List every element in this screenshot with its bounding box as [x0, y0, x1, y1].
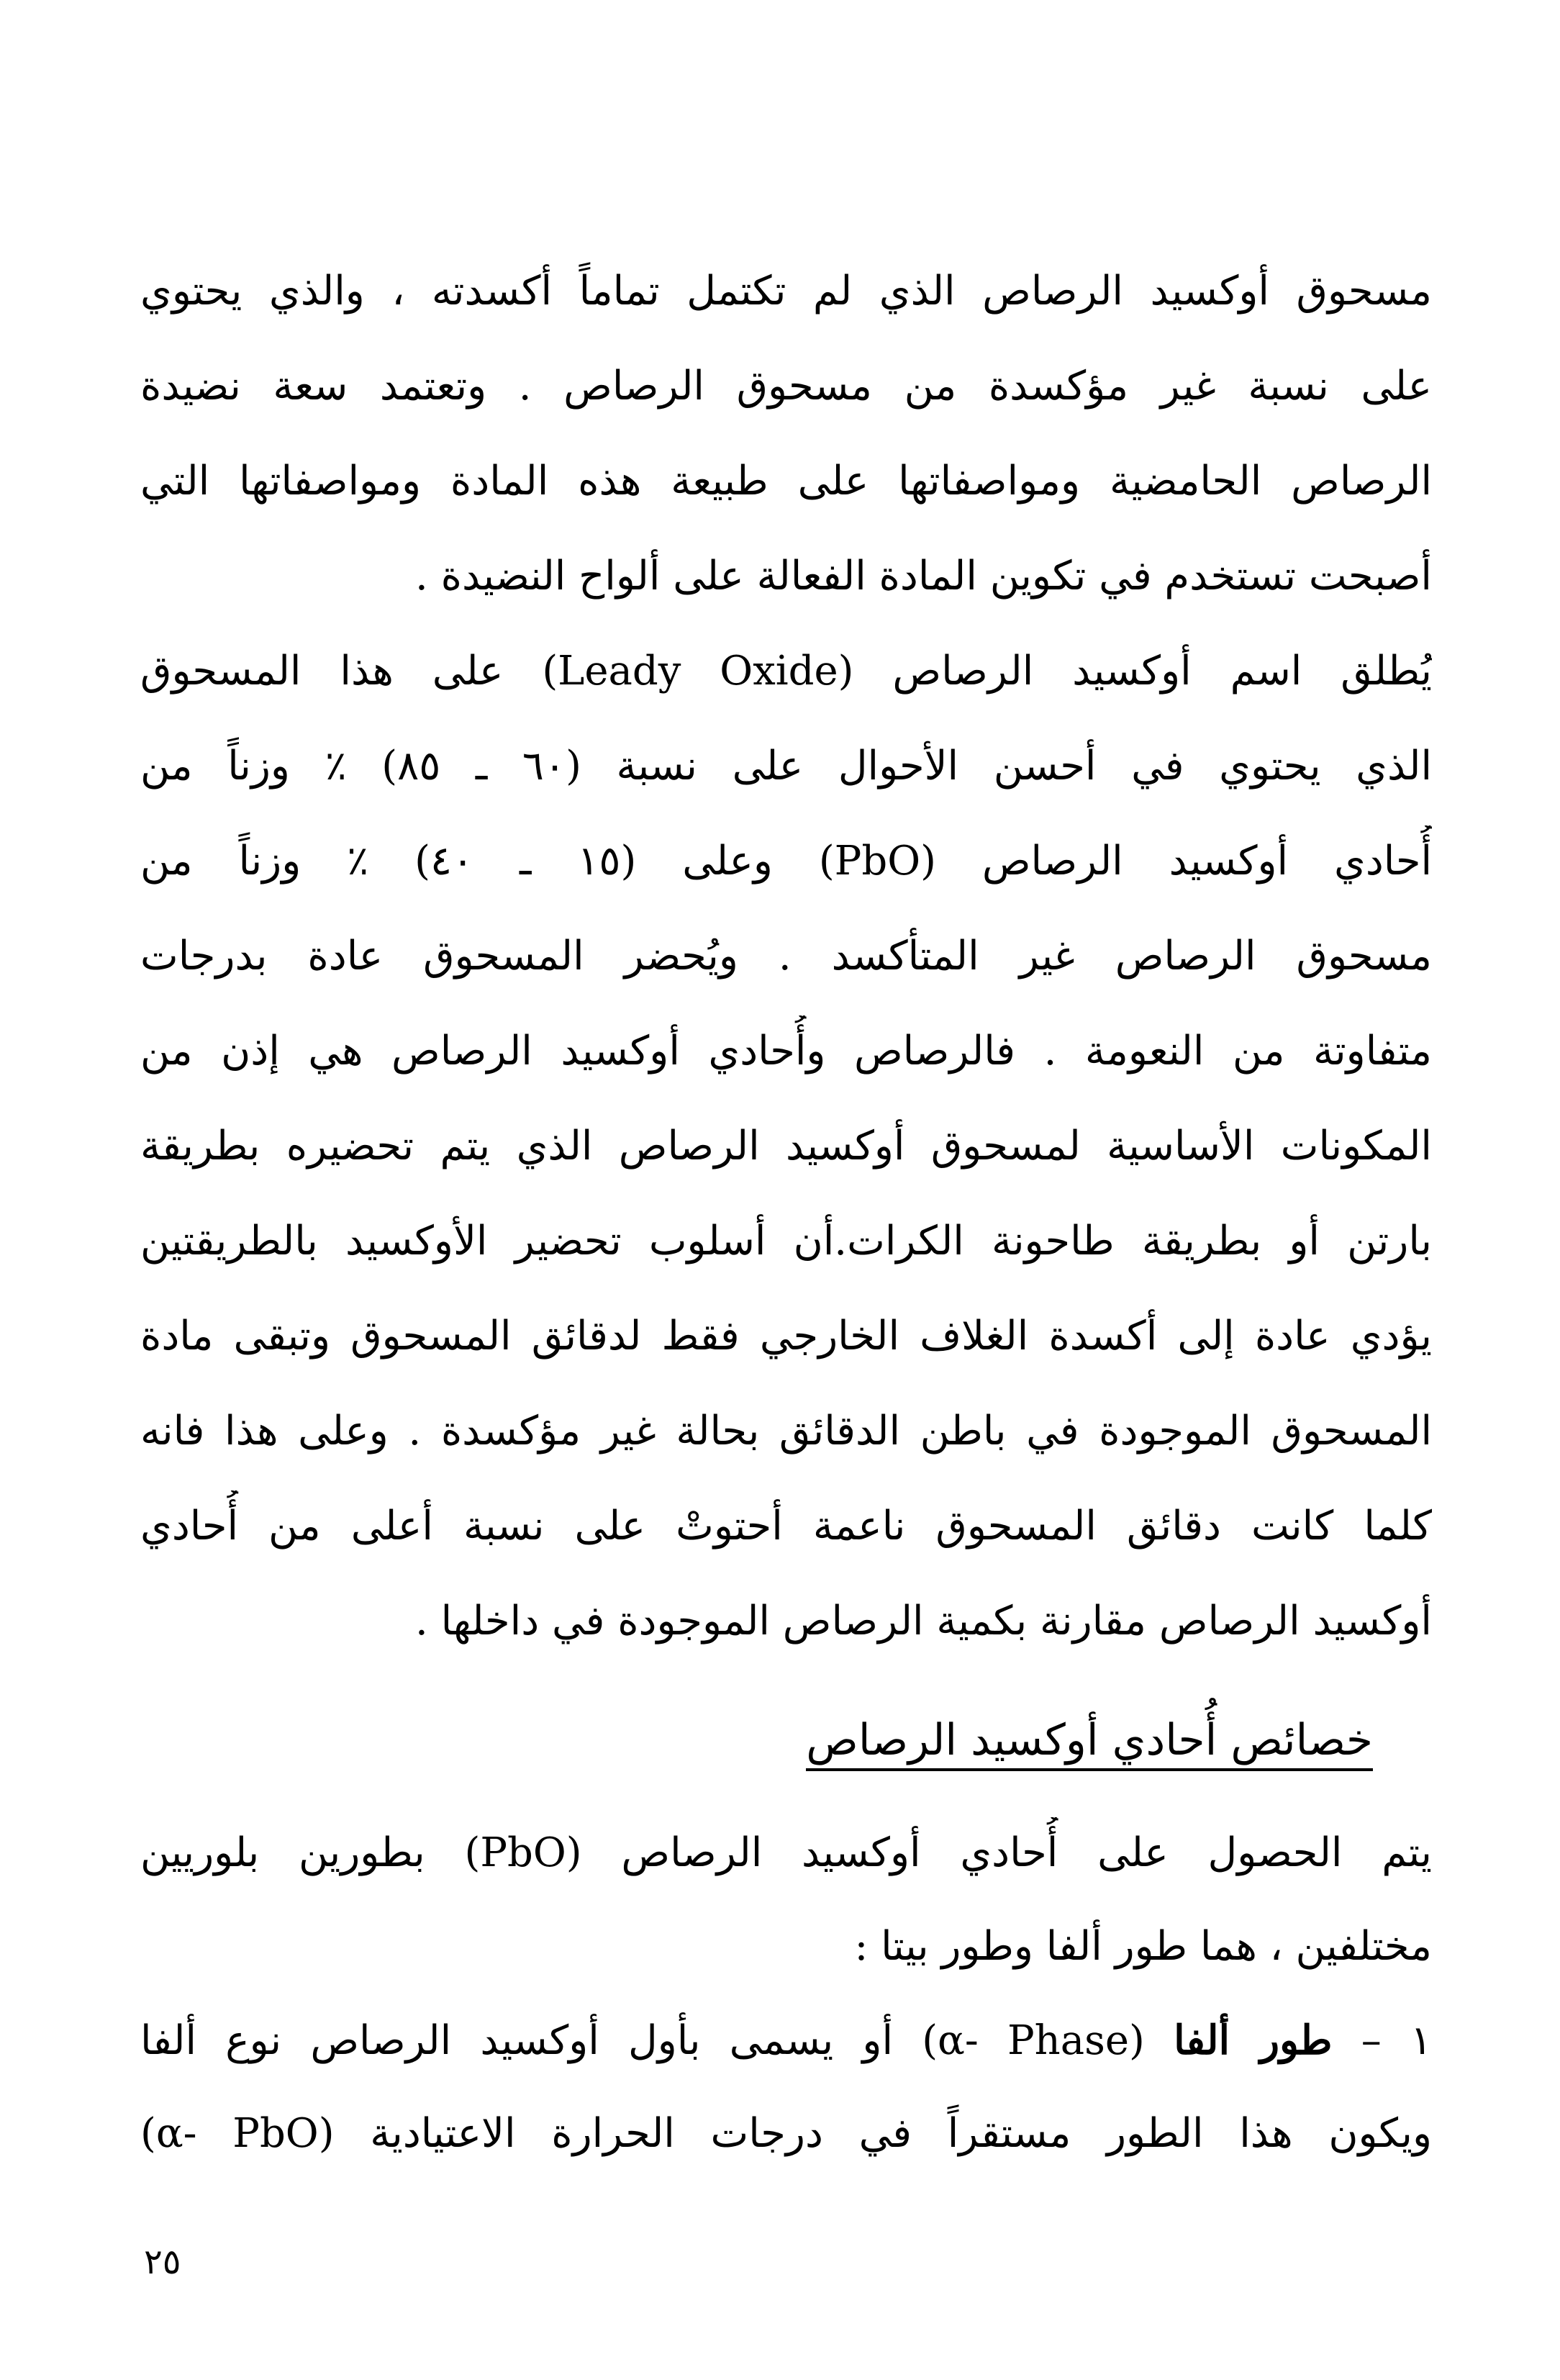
list-item-1 [140, 2004, 1432, 2076]
paragraph-line: مختلفين ، هما طور ألفا وطور بيتا : [854, 1923, 1432, 1970]
section-heading-text: خصائص أُحادي أوكسيد الرصاص [806, 1715, 1373, 1771]
paragraph-line: (α- PbO) ويكون هذا الطور مستقراً في درجات الحرارة الاعتيادية [140, 2110, 1432, 2157]
paragraph-line: مسحوق أوكسيد الرصاص الذي لم تكتمل تماماً أكسدته ، والذي يحتوي [140, 268, 1432, 315]
paragraph-line: أُحادي أوكسيد الرصاص (PbO) وعلى (١٥ ـ ٤٠) ٪ وزناً من [140, 838, 1432, 884]
list-item-text: (α- Phase) أو يسمى بأول أوكسيد الرصاص نوع ألفا [140, 2017, 1145, 2064]
page-number: ٢٥ [144, 2242, 181, 2282]
paragraph-line: بارتن أو بطريقة طاحونة الكرات.أن أسلوب تحضير الأوكسيد بالطريقتين [140, 1218, 1432, 1264]
paragraph-line: المكونات الأساسية لمسحوق أوكسيد الرصاص الذي يتم تحضيره بطريقة [140, 1123, 1432, 1169]
paragraph-line: متفاوتة من النعومة . فالرصاص وأُحادي أوكسيد الرصاص هي إذن من [140, 1028, 1432, 1074]
paragraph-line: يُطلق اسم أوكسيد الرصاص (Leady Oxide) على هذا المسحوق [140, 648, 1432, 694]
section-heading [806, 1704, 1373, 1776]
paragraph-line: يتم الحصول على أُحادي أوكسيد الرصاص (PbO) بطورين بلوريين [140, 1829, 1432, 1876]
paragraph-line: الرصاص الحامضية ومواصفاتها على طبيعة هذه المادة ومواصفاتها التي [140, 458, 1432, 504]
paragraph-line: كلما كانت دقائق المسحوق ناعمة أحتوتْ على نسبة أعلى من أُحادي [140, 1503, 1432, 1549]
paragraph-line: أوكسيد الرصاص مقارنة بكمية الرصاص الموجودة في داخلها . [415, 1598, 1432, 1644]
paragraph-line: المسحوق الموجودة في باطن الدقائق بحالة غير مؤكسدة . وعلى هذا فانه [140, 1408, 1432, 1454]
paragraph-line: الذي يحتوي في أحسن الأحوال على نسبة (٦٠ ـ ٨٥) ٪ وزناً من [140, 743, 1432, 789]
paragraph-line: على نسبة غير مؤكسدة من مسحوق الرصاص . وتعتمد سعة نضيدة [140, 363, 1432, 410]
paragraph-line: مسحوق الرصاص غير المتأكسد . ويُحضر المسحوق عادة بدرجات [140, 933, 1432, 979]
list-item-number: ١ – [1361, 2017, 1432, 2064]
term-alpha-phase: طور ألفا [1174, 2017, 1333, 2064]
paragraph-line: يؤدي عادة إلى أكسدة الغلاف الخارجي فقط لدقائق المسحوق وتبقى مادة [140, 1313, 1432, 1359]
paragraph-line: أصبحت تستخدم في تكوين المادة الفعالة على ألواح النضيدة . [415, 553, 1432, 599]
